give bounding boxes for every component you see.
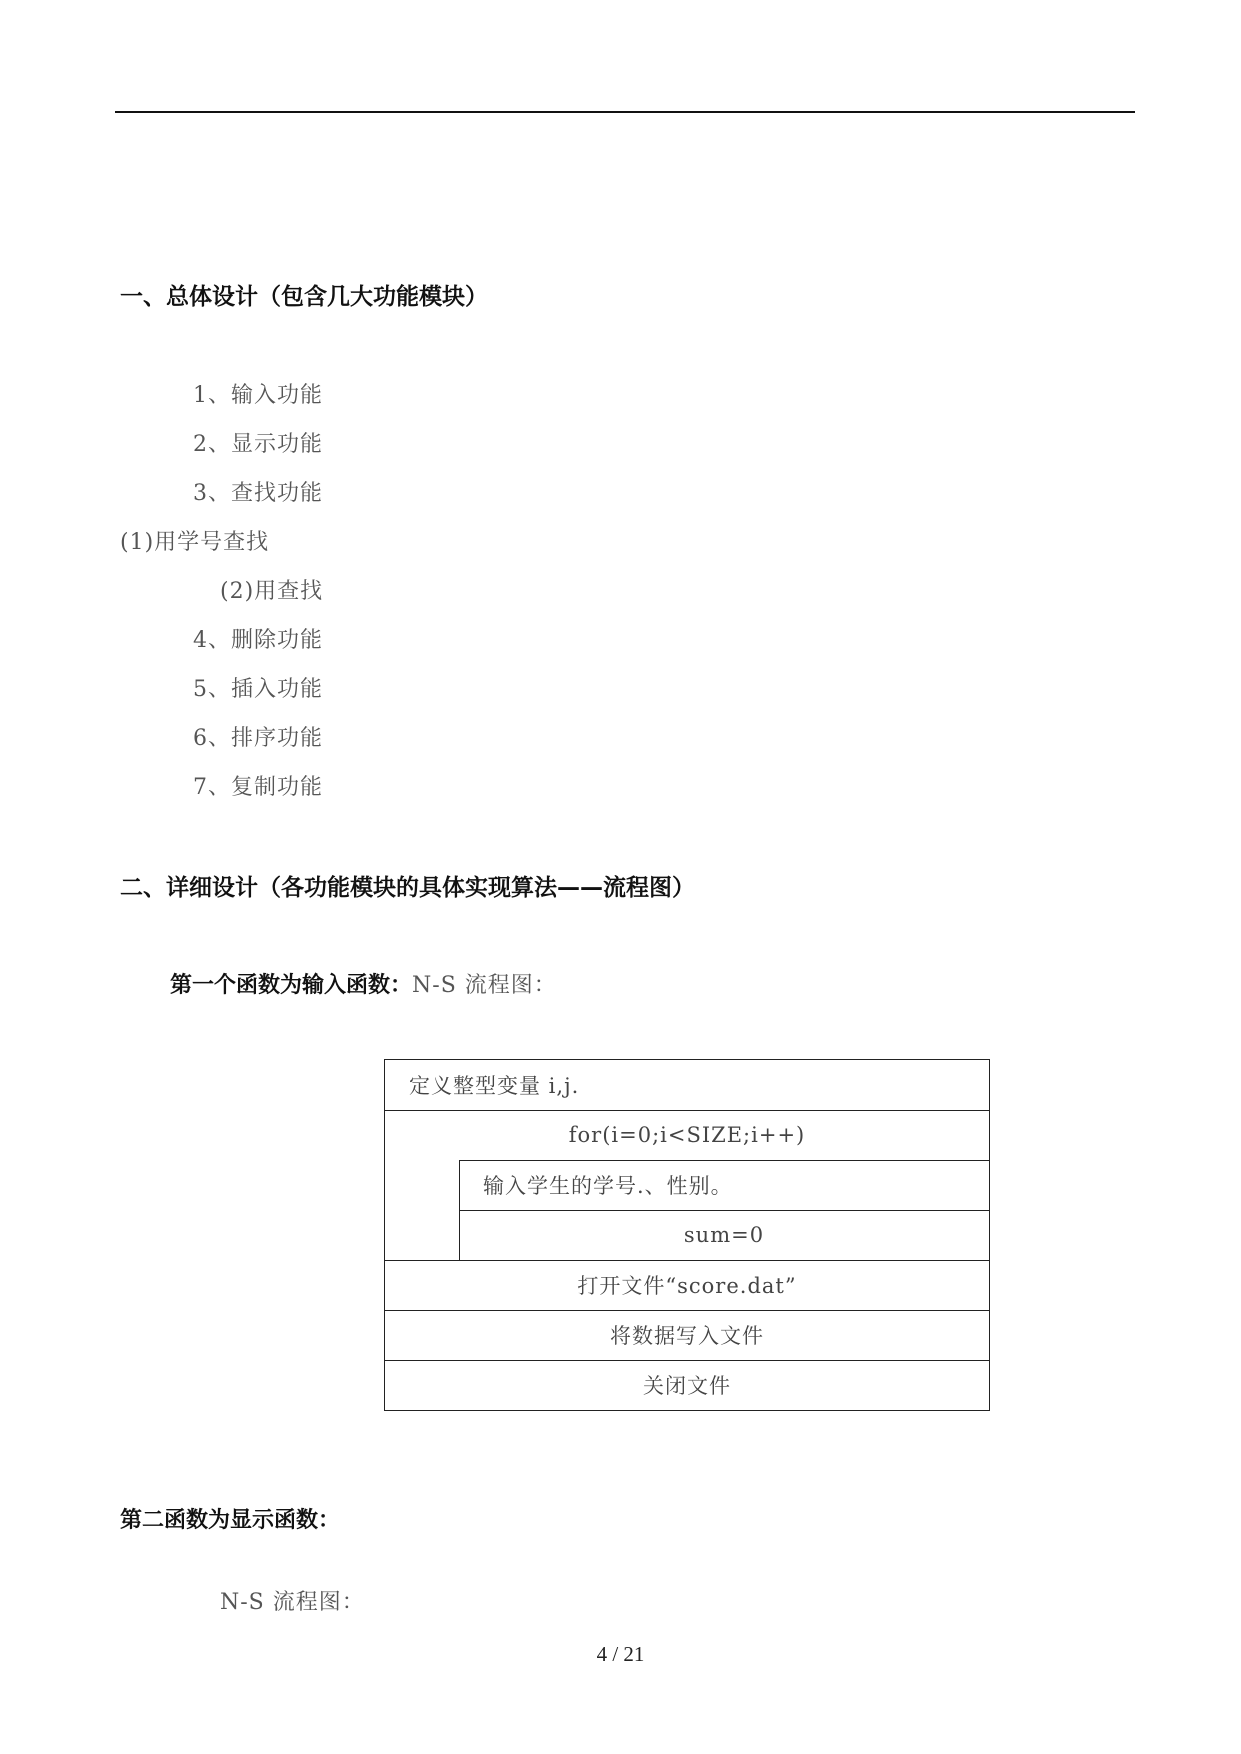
list-item: 5、插入功能 (193, 677, 323, 702)
second-function-label: 第二函数为显示函数： (120, 1508, 341, 1533)
list-item: 6、排序功能 (193, 726, 323, 751)
list-item: (1)用学号查找 (120, 530, 270, 555)
list-item: 3、查找功能 (193, 481, 323, 506)
list-item: 7、复制功能 (193, 775, 323, 800)
flowchart-row: 将数据写入文件 (610, 1324, 764, 1348)
flowchart-row: 定义整型变量 i,j. (409, 1074, 580, 1098)
flowchart-row: 关闭文件 (643, 1374, 731, 1398)
first-function-caption (170, 968, 557, 999)
first-function-diagram-label: N-S 流程图： (412, 973, 557, 998)
list-item: 4、删除功能 (193, 628, 323, 653)
flowchart-loop-header: for(i=0;i<SIZE;i++) (568, 1123, 806, 1147)
second-function-caption (120, 1503, 340, 1534)
first-function-label: 第一个函数为输入函数： (170, 973, 413, 998)
ns-flowchart (384, 1059, 990, 1411)
header-rule (115, 111, 1135, 113)
section1-heading: 一、总体设计（包含几大功能模块） (120, 284, 488, 310)
second-function-diagram-label: N-S 流程图： (220, 1590, 365, 1615)
list-item: 2、显示功能 (193, 432, 323, 457)
list-item: (2)用查找 (220, 579, 324, 604)
flowchart-loop-body-row: 输入学生的学号.、性别。 (483, 1174, 733, 1198)
list-item: 1、输入功能 (193, 383, 323, 408)
page-number: 4 / 21 (596, 1642, 645, 1666)
section2-heading: 二、详细设计（各功能模块的具体实现算法——流程图） (120, 875, 695, 901)
flowchart-loop-body-row: sum=0 (683, 1223, 765, 1247)
flowchart-row: 打开文件“score.dat” (577, 1274, 797, 1298)
